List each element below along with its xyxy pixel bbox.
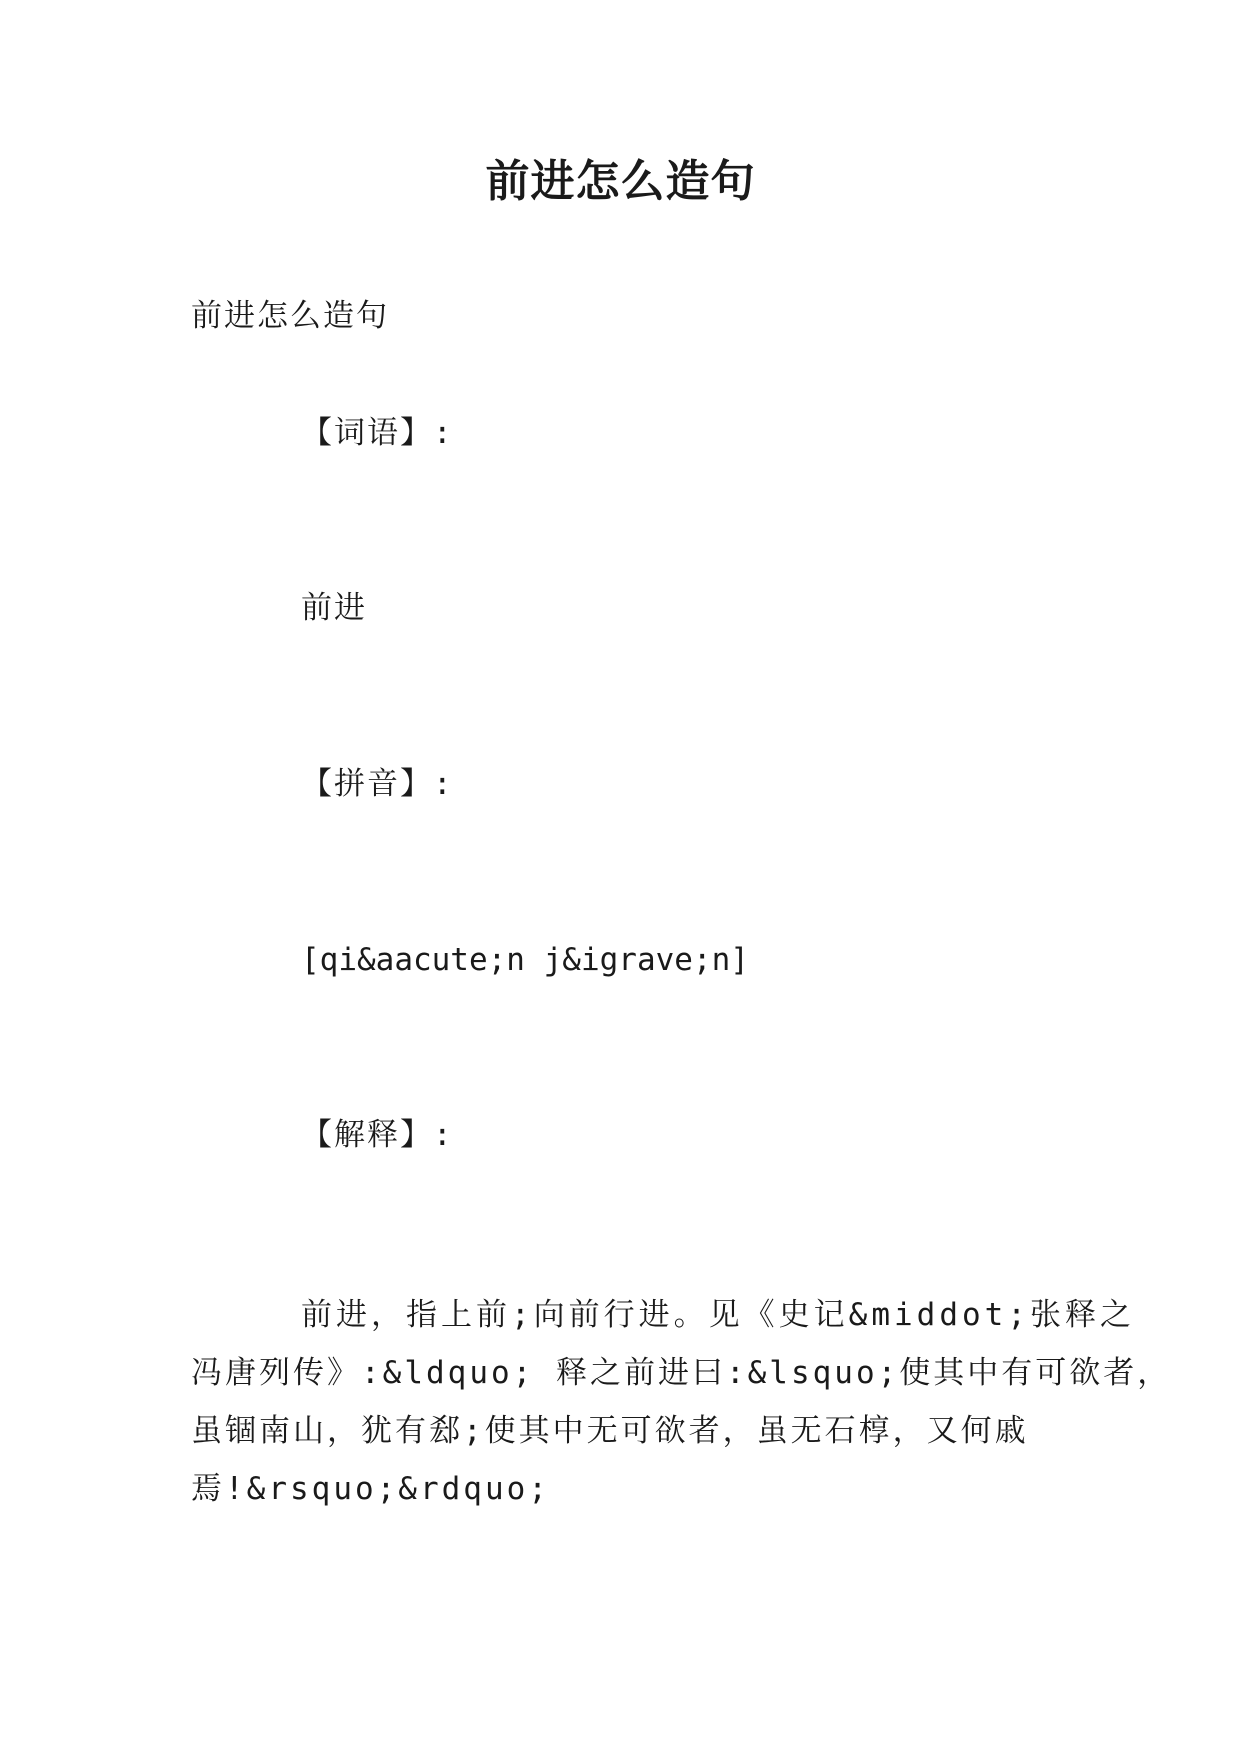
section-label-word: 【词语】: <box>301 415 454 451</box>
section-label-explanation: 【解释】: <box>301 1117 454 1153</box>
pinyin-value: [qi&aacute;n j&igrave;n] <box>301 942 749 978</box>
explanation-line: 焉!&rsquo;&rdquo; <box>191 1471 550 1507</box>
explanation-line: 冯唐列传》:&ldquo; 释之前进曰:&lsquo;使其中有可欲者， <box>191 1355 1172 1391</box>
explanation-line: 前进，指上前;向前行进。见《史记&middot;张释之 <box>301 1297 1135 1333</box>
explanation-line: 虽锢南山，犹有郄;使其中无可欲者，虽无石椁，又何戚 <box>191 1413 1029 1449</box>
document-title: 前进怎么造句 <box>485 156 756 207</box>
document-subtitle: 前进怎么造句 <box>191 298 389 334</box>
section-label-pinyin: 【拼音】: <box>301 766 454 802</box>
explanation-paragraph <box>191 1286 1172 1518</box>
word-value: 前进 <box>301 590 367 626</box>
